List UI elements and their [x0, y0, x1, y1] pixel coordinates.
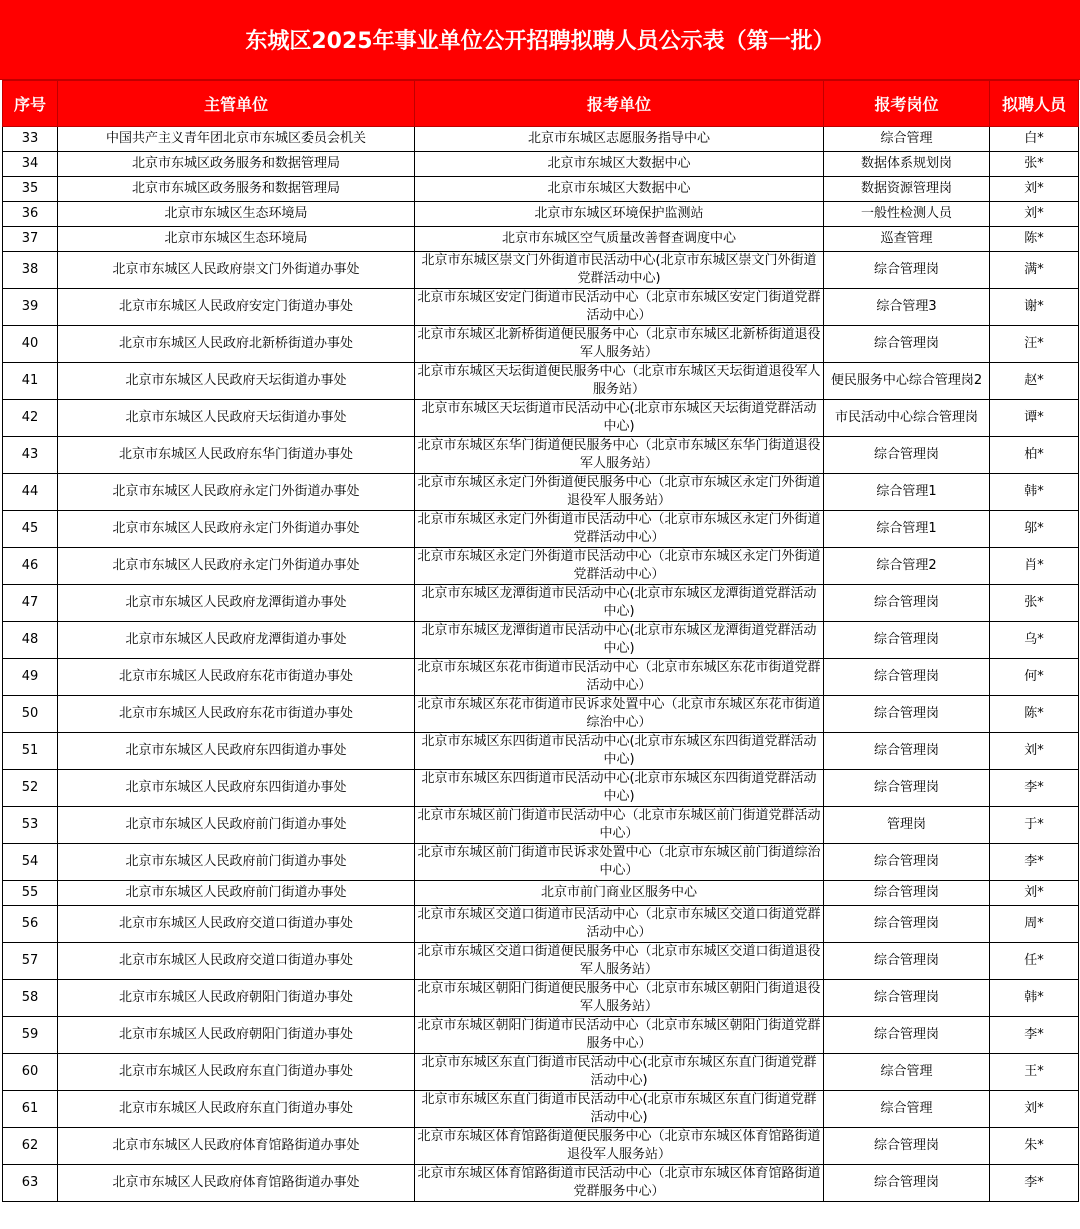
cell-person: 韩* — [990, 980, 1079, 1017]
cell-unit: 北京市东城区前门街道市民诉求处置中心（北京市东城区前门街道综治中心） — [415, 844, 824, 881]
row-number: 63 — [3, 1165, 58, 1202]
cell-unit: 北京市东城区前门街道市民活动中心（北京市东城区前门街道党群活动中心） — [415, 807, 824, 844]
row-number: 53 — [3, 807, 58, 844]
cell-dept: 北京市东城区人民政府东花市街道办事处 — [58, 696, 415, 733]
cell-dept: 中国共产主义青年团北京市东城区委员会机关 — [58, 127, 415, 152]
row-number: 35 — [3, 177, 58, 202]
cell-unit: 北京市东城区体育馆路街道便民服务中心（北京市东城区体育馆路街道退役军人服务站） — [415, 1128, 824, 1165]
cell-dept: 北京市东城区人民政府交道口街道办事处 — [58, 943, 415, 980]
cell-dept: 北京市东城区人民政府永定门外街道办事处 — [58, 548, 415, 585]
row-number: 62 — [3, 1128, 58, 1165]
row-number: 45 — [3, 511, 58, 548]
cell-person: 白* — [990, 127, 1079, 152]
cell-unit: 北京市东城区安定门街道市民活动中心（北京市东城区安定门街道党群活动中心） — [415, 289, 824, 326]
cell-post: 综合管理岗 — [824, 733, 990, 770]
table-row — [3, 943, 1079, 980]
cell-person: 肖* — [990, 548, 1079, 585]
cell-post: 综合管理岗 — [824, 437, 990, 474]
cell-unit: 北京市东城区龙潭街道市民活动中心(北京市东城区龙潭街道党群活动中心) — [415, 622, 824, 659]
header-dept: 主管单位 — [58, 81, 415, 127]
cell-post: 综合管理岗 — [824, 585, 990, 622]
cell-person: 张* — [990, 152, 1079, 177]
row-number: 51 — [3, 733, 58, 770]
row-number: 42 — [3, 400, 58, 437]
row-number: 50 — [3, 696, 58, 733]
cell-person: 刘* — [990, 177, 1079, 202]
cell-dept: 北京市东城区人民政府东四街道办事处 — [58, 770, 415, 807]
row-number: 49 — [3, 659, 58, 696]
row-number: 43 — [3, 437, 58, 474]
cell-post: 综合管理岗 — [824, 844, 990, 881]
cell-unit: 北京市东城区龙潭街道市民活动中心(北京市东城区龙潭街道党群活动中心) — [415, 585, 824, 622]
cell-post: 综合管理1 — [824, 511, 990, 548]
cell-person: 韩* — [990, 474, 1079, 511]
cell-unit: 北京市东城区天坛街道市民活动中心(北京市东城区天坛街道党群活动中心) — [415, 400, 824, 437]
cell-person: 张* — [990, 585, 1079, 622]
table-row — [3, 733, 1079, 770]
row-number: 37 — [3, 227, 58, 252]
row-number: 38 — [3, 252, 58, 289]
table-row — [3, 177, 1079, 202]
row-number: 36 — [3, 202, 58, 227]
table-row — [3, 770, 1079, 807]
cell-post: 综合管理3 — [824, 289, 990, 326]
table-row — [3, 807, 1079, 844]
cell-unit: 北京市东城区环境保护监测站 — [415, 202, 824, 227]
cell-person: 柏* — [990, 437, 1079, 474]
cell-person: 陈* — [990, 696, 1079, 733]
table-row — [3, 844, 1079, 881]
cell-person: 满* — [990, 252, 1079, 289]
cell-person: 于* — [990, 807, 1079, 844]
cell-post: 数据资源管理岗 — [824, 177, 990, 202]
cell-person: 谭* — [990, 400, 1079, 437]
cell-person: 王* — [990, 1054, 1079, 1091]
table-row — [3, 906, 1079, 943]
table-row — [3, 227, 1079, 252]
row-number: 34 — [3, 152, 58, 177]
cell-post: 综合管理岗 — [824, 659, 990, 696]
cell-post: 一般性检测人员 — [824, 202, 990, 227]
row-number: 47 — [3, 585, 58, 622]
cell-post: 综合管理岗 — [824, 326, 990, 363]
header-no: 序号 — [3, 81, 58, 127]
row-number: 59 — [3, 1017, 58, 1054]
cell-post: 综合管理岗 — [824, 980, 990, 1017]
table-row — [3, 1017, 1079, 1054]
cell-unit: 北京市东城区永定门外街道市民活动中心（北京市东城区永定门外街道党群活动中心） — [415, 511, 824, 548]
cell-post: 管理岗 — [824, 807, 990, 844]
table-row — [3, 1165, 1079, 1202]
table-row — [3, 127, 1079, 152]
row-number: 60 — [3, 1054, 58, 1091]
cell-post: 综合管理岗 — [824, 770, 990, 807]
cell-dept: 北京市东城区人民政府东华门街道办事处 — [58, 437, 415, 474]
row-number: 61 — [3, 1091, 58, 1128]
cell-unit: 北京市东城区大数据中心 — [415, 177, 824, 202]
cell-dept: 北京市东城区人民政府北新桥街道办事处 — [58, 326, 415, 363]
cell-dept: 北京市东城区人民政府永定门外街道办事处 — [58, 474, 415, 511]
row-number: 52 — [3, 770, 58, 807]
cell-person: 邬* — [990, 511, 1079, 548]
table-row — [3, 326, 1079, 363]
table-row — [3, 202, 1079, 227]
cell-dept: 北京市东城区人民政府天坛街道办事处 — [58, 363, 415, 400]
table-row — [3, 289, 1079, 326]
cell-person: 何* — [990, 659, 1079, 696]
cell-person: 陈* — [990, 227, 1079, 252]
cell-person: 李* — [990, 770, 1079, 807]
table-row — [3, 437, 1079, 474]
row-number: 39 — [3, 289, 58, 326]
table-row — [3, 1091, 1079, 1128]
cell-unit: 北京市东城区崇文门外街道市民活动中心(北京市东城区崇文门外街道党群活动中心) — [415, 252, 824, 289]
cell-dept: 北京市东城区生态环境局 — [58, 202, 415, 227]
table-row — [3, 400, 1079, 437]
table-row — [3, 1128, 1079, 1165]
cell-unit: 北京市东城区交道口街道市民活动中心（北京市东城区交道口街道党群活动中心） — [415, 906, 824, 943]
table-row — [3, 252, 1079, 289]
cell-unit: 北京市东城区北新桥街道便民服务中心（北京市东城区北新桥街道退役军人服务站） — [415, 326, 824, 363]
cell-dept: 北京市东城区人民政府东直门街道办事处 — [58, 1091, 415, 1128]
cell-unit: 北京市东城区交道口街道便民服务中心（北京市东城区交道口街道退役军人服务站） — [415, 943, 824, 980]
cell-dept: 北京市东城区人民政府前门街道办事处 — [58, 844, 415, 881]
cell-dept: 北京市东城区人民政府龙潭街道办事处 — [58, 585, 415, 622]
row-number: 55 — [3, 881, 58, 906]
cell-dept: 北京市东城区人民政府体育馆路街道办事处 — [58, 1165, 415, 1202]
cell-dept: 北京市东城区人民政府前门街道办事处 — [58, 807, 415, 844]
cell-dept: 北京市东城区人民政府朝阳门街道办事处 — [58, 1017, 415, 1054]
cell-unit: 北京市东城区东花市街道市民诉求处置中心（北京市东城区东花市街道综治中心） — [415, 696, 824, 733]
cell-unit: 北京市前门商业区服务中心 — [415, 881, 824, 906]
cell-post: 综合管理岗 — [824, 881, 990, 906]
cell-dept: 北京市东城区人民政府东直门街道办事处 — [58, 1054, 415, 1091]
table-row — [3, 696, 1079, 733]
cell-dept: 北京市东城区人民政府东花市街道办事处 — [58, 659, 415, 696]
table-row — [3, 622, 1079, 659]
cell-person: 刘* — [990, 881, 1079, 906]
header-unit: 报考单位 — [415, 81, 824, 127]
cell-dept: 北京市东城区人民政府永定门外街道办事处 — [58, 511, 415, 548]
row-number: 41 — [3, 363, 58, 400]
row-number: 46 — [3, 548, 58, 585]
cell-unit: 北京市东城区东直门街道市民活动中心(北京市东城区东直门街道党群活动中心) — [415, 1091, 824, 1128]
header-person: 拟聘人员 — [990, 81, 1079, 127]
cell-unit: 北京市东城区空气质量改善督查调度中心 — [415, 227, 824, 252]
cell-dept: 北京市东城区人民政府龙潭街道办事处 — [58, 622, 415, 659]
cell-person: 李* — [990, 1017, 1079, 1054]
table-row — [3, 881, 1079, 906]
cell-dept: 北京市东城区人民政府前门街道办事处 — [58, 881, 415, 906]
cell-unit: 北京市东城区朝阳门街道便民服务中心（北京市东城区朝阳门街道退役军人服务站） — [415, 980, 824, 1017]
row-number: 48 — [3, 622, 58, 659]
cell-person: 任* — [990, 943, 1079, 980]
cell-unit: 北京市东城区东四街道市民活动中心(北京市东城区东四街道党群活动中心) — [415, 770, 824, 807]
cell-dept: 北京市东城区人民政府东四街道办事处 — [58, 733, 415, 770]
cell-dept: 北京市东城区人民政府天坛街道办事处 — [58, 400, 415, 437]
cell-unit: 北京市东城区东华门街道便民服务中心（北京市东城区东华门街道退役军人服务站） — [415, 437, 824, 474]
cell-person: 刘* — [990, 1091, 1079, 1128]
cell-post: 巡查管理 — [824, 227, 990, 252]
cell-post: 综合管理岗 — [824, 622, 990, 659]
row-number: 33 — [3, 127, 58, 152]
row-number: 44 — [3, 474, 58, 511]
cell-person: 朱* — [990, 1128, 1079, 1165]
cell-person: 刘* — [990, 202, 1079, 227]
cell-person: 周* — [990, 906, 1079, 943]
cell-person: 李* — [990, 1165, 1079, 1202]
table-body — [3, 127, 1079, 1202]
cell-post: 综合管理1 — [824, 474, 990, 511]
cell-dept: 北京市东城区人民政府崇文门外街道办事处 — [58, 252, 415, 289]
cell-post: 综合管理岗 — [824, 943, 990, 980]
cell-unit: 北京市东城区体育馆路街道市民活动中心（北京市东城区体育馆路街道党群服务中心） — [415, 1165, 824, 1202]
table-row — [3, 548, 1079, 585]
cell-dept: 北京市东城区人民政府体育馆路街道办事处 — [58, 1128, 415, 1165]
page-title: 东城区2025年事业单位公开招聘拟聘人员公示表（第一批） — [0, 0, 1080, 80]
table-header-row — [3, 81, 1079, 127]
cell-dept: 北京市东城区人民政府朝阳门街道办事处 — [58, 980, 415, 1017]
table-row — [3, 1054, 1079, 1091]
row-number: 40 — [3, 326, 58, 363]
cell-dept: 北京市东城区政务服务和数据管理局 — [58, 152, 415, 177]
cell-unit: 北京市东城区大数据中心 — [415, 152, 824, 177]
cell-person: 刘* — [990, 733, 1079, 770]
cell-person: 汪* — [990, 326, 1079, 363]
cell-unit: 北京市东城区志愿服务指导中心 — [415, 127, 824, 152]
cell-unit: 北京市东城区朝阳门街道市民活动中心（北京市东城区朝阳门街道党群服务中心） — [415, 1017, 824, 1054]
table-row — [3, 511, 1079, 548]
cell-dept: 北京市东城区人民政府交道口街道办事处 — [58, 906, 415, 943]
cell-unit: 北京市东城区东直门街道市民活动中心(北京市东城区东直门街道党群活动中心) — [415, 1054, 824, 1091]
cell-person: 赵* — [990, 363, 1079, 400]
row-number: 54 — [3, 844, 58, 881]
cell-post: 综合管理岗 — [824, 906, 990, 943]
header-post: 报考岗位 — [824, 81, 990, 127]
cell-dept: 北京市东城区政务服务和数据管理局 — [58, 177, 415, 202]
cell-post: 综合管理岗 — [824, 252, 990, 289]
cell-post: 综合管理2 — [824, 548, 990, 585]
cell-unit: 北京市东城区永定门外街道便民服务中心（北京市东城区永定门外街道退役军人服务站） — [415, 474, 824, 511]
cell-person: 李* — [990, 844, 1079, 881]
table-row — [3, 363, 1079, 400]
cell-dept: 北京市东城区人民政府安定门街道办事处 — [58, 289, 415, 326]
recruitment-table — [2, 80, 1079, 1202]
row-number: 58 — [3, 980, 58, 1017]
cell-post: 综合管理岗 — [824, 696, 990, 733]
row-number: 56 — [3, 906, 58, 943]
cell-post: 综合管理 — [824, 1091, 990, 1128]
table-row — [3, 474, 1079, 511]
cell-unit: 北京市东城区东花市街道市民活动中心（北京市东城区东花市街道党群活动中心） — [415, 659, 824, 696]
cell-post: 综合管理 — [824, 1054, 990, 1091]
cell-dept: 北京市东城区生态环境局 — [58, 227, 415, 252]
table-row — [3, 152, 1079, 177]
cell-person: 谢* — [990, 289, 1079, 326]
cell-post: 综合管理岗 — [824, 1165, 990, 1202]
row-number: 57 — [3, 943, 58, 980]
cell-post: 综合管理 — [824, 127, 990, 152]
cell-unit: 北京市东城区东四街道市民活动中心(北京市东城区东四街道党群活动中心) — [415, 733, 824, 770]
cell-post: 综合管理岗 — [824, 1128, 990, 1165]
cell-person: 乌* — [990, 622, 1079, 659]
table-row — [3, 980, 1079, 1017]
cell-post: 便民服务中心综合管理岗2 — [824, 363, 990, 400]
cell-post: 综合管理岗 — [824, 1017, 990, 1054]
cell-post: 市民活动中心综合管理岗 — [824, 400, 990, 437]
table-row — [3, 659, 1079, 696]
cell-unit: 北京市东城区永定门外街道市民活动中心（北京市东城区永定门外街道党群活动中心） — [415, 548, 824, 585]
cell-unit: 北京市东城区天坛街道便民服务中心（北京市东城区天坛街道退役军人服务站） — [415, 363, 824, 400]
table-row — [3, 585, 1079, 622]
cell-post: 数据体系规划岗 — [824, 152, 990, 177]
